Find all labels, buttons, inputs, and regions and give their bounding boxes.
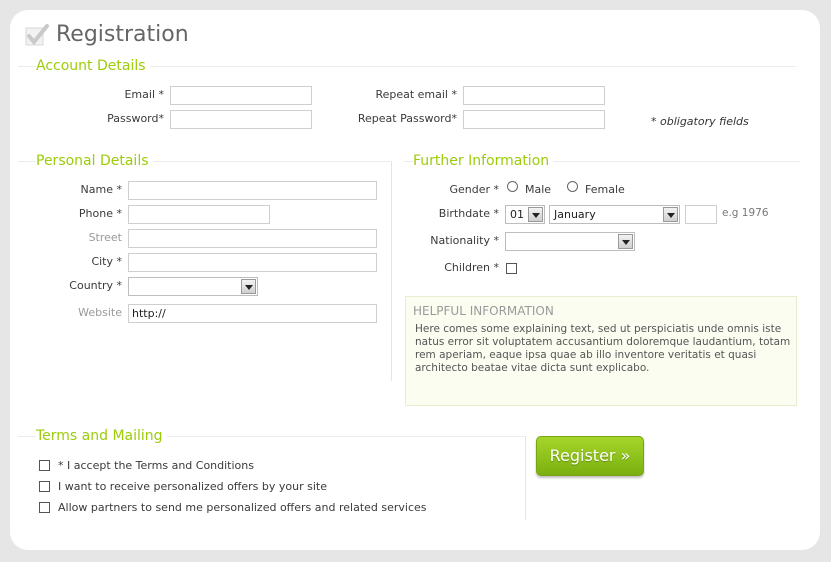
accept-terms-label: * I accept the Terms and Conditions <box>58 459 254 472</box>
repeat-email-field[interactable] <box>463 86 605 105</box>
phone-field[interactable] <box>128 205 270 224</box>
city-label: City * <box>91 255 122 268</box>
nationality-label: Nationality * <box>430 234 499 247</box>
account-section-title: Account Details <box>36 58 150 74</box>
chevron-down-icon[interactable] <box>528 207 543 222</box>
partners-label: Allow partners to send me personalized offers and related services <box>58 501 427 514</box>
help-text: Here comes some explaining text, sed ut perspiciatis unde omnis iste natus error sit voluptatem accusantium doloremque laudantium, totam rem aperiam, eaque ipsa quae ab illo inventore veritatis et quasi architecto beatae vitae dicta sunt explicabo. <box>415 323 791 374</box>
email-field[interactable] <box>170 86 312 105</box>
terms-right-divider <box>525 436 526 520</box>
partners-checkbox[interactable] <box>39 502 50 513</box>
offers-label: I want to receive personalized offers by your site <box>58 480 327 493</box>
column-divider <box>391 161 392 381</box>
chevron-down-icon[interactable] <box>663 207 678 222</box>
birth-day-select[interactable] <box>505 205 545 224</box>
birth-day-value: 01 <box>510 208 524 221</box>
name-field[interactable] <box>128 181 377 200</box>
page-title: Registration <box>56 22 189 47</box>
name-label: Name * <box>80 183 122 196</box>
repeat-password-label: Repeat Password* <box>357 112 457 125</box>
country-select[interactable] <box>128 277 258 296</box>
children-checkbox[interactable] <box>506 263 517 274</box>
website-field[interactable] <box>128 304 377 323</box>
checkmark-icon <box>25 24 49 48</box>
repeat-password-field[interactable] <box>463 110 605 129</box>
street-label: Street <box>88 231 122 244</box>
phone-label: Phone * <box>78 207 122 220</box>
city-field[interactable] <box>128 253 377 272</box>
password-field[interactable] <box>170 110 312 129</box>
birthdate-label: Birthdate * <box>438 207 499 220</box>
birth-month-value: January <box>554 208 596 221</box>
birth-month-select[interactable] <box>549 205 680 224</box>
further-section-title: Further Information <box>413 153 553 169</box>
register-button[interactable]: Register » <box>536 436 644 476</box>
children-label: Children * <box>444 261 499 274</box>
accept-terms-checkbox[interactable] <box>39 460 50 471</box>
chevron-down-icon[interactable] <box>618 234 633 249</box>
gender-male-label: Male <box>525 183 552 196</box>
email-label: Email * <box>124 88 164 101</box>
country-label: Country * <box>69 279 122 292</box>
gender-female-radio[interactable] <box>567 181 578 192</box>
nationality-select[interactable] <box>505 232 635 251</box>
gender-male-radio[interactable] <box>507 181 518 192</box>
year-hint: e.g 1976 <box>722 207 769 219</box>
password-label: Password* <box>107 112 164 125</box>
gender-label: Gender * <box>449 183 499 196</box>
offers-checkbox[interactable] <box>39 481 50 492</box>
street-field[interactable] <box>128 229 377 248</box>
obligatory-note: * obligatory fields <box>651 115 749 128</box>
birth-year-field[interactable] <box>685 205 717 224</box>
terms-section-title: Terms and Mailing <box>36 428 167 444</box>
website-label: Website <box>78 306 122 319</box>
help-title: HELPFUL INFORMATION <box>413 304 554 318</box>
repeat-email-label: Repeat email * <box>375 88 457 101</box>
help-box <box>405 296 797 406</box>
chevron-down-icon[interactable] <box>241 279 256 294</box>
personal-section-title: Personal Details <box>36 153 153 169</box>
gender-female-label: Female <box>585 183 625 196</box>
